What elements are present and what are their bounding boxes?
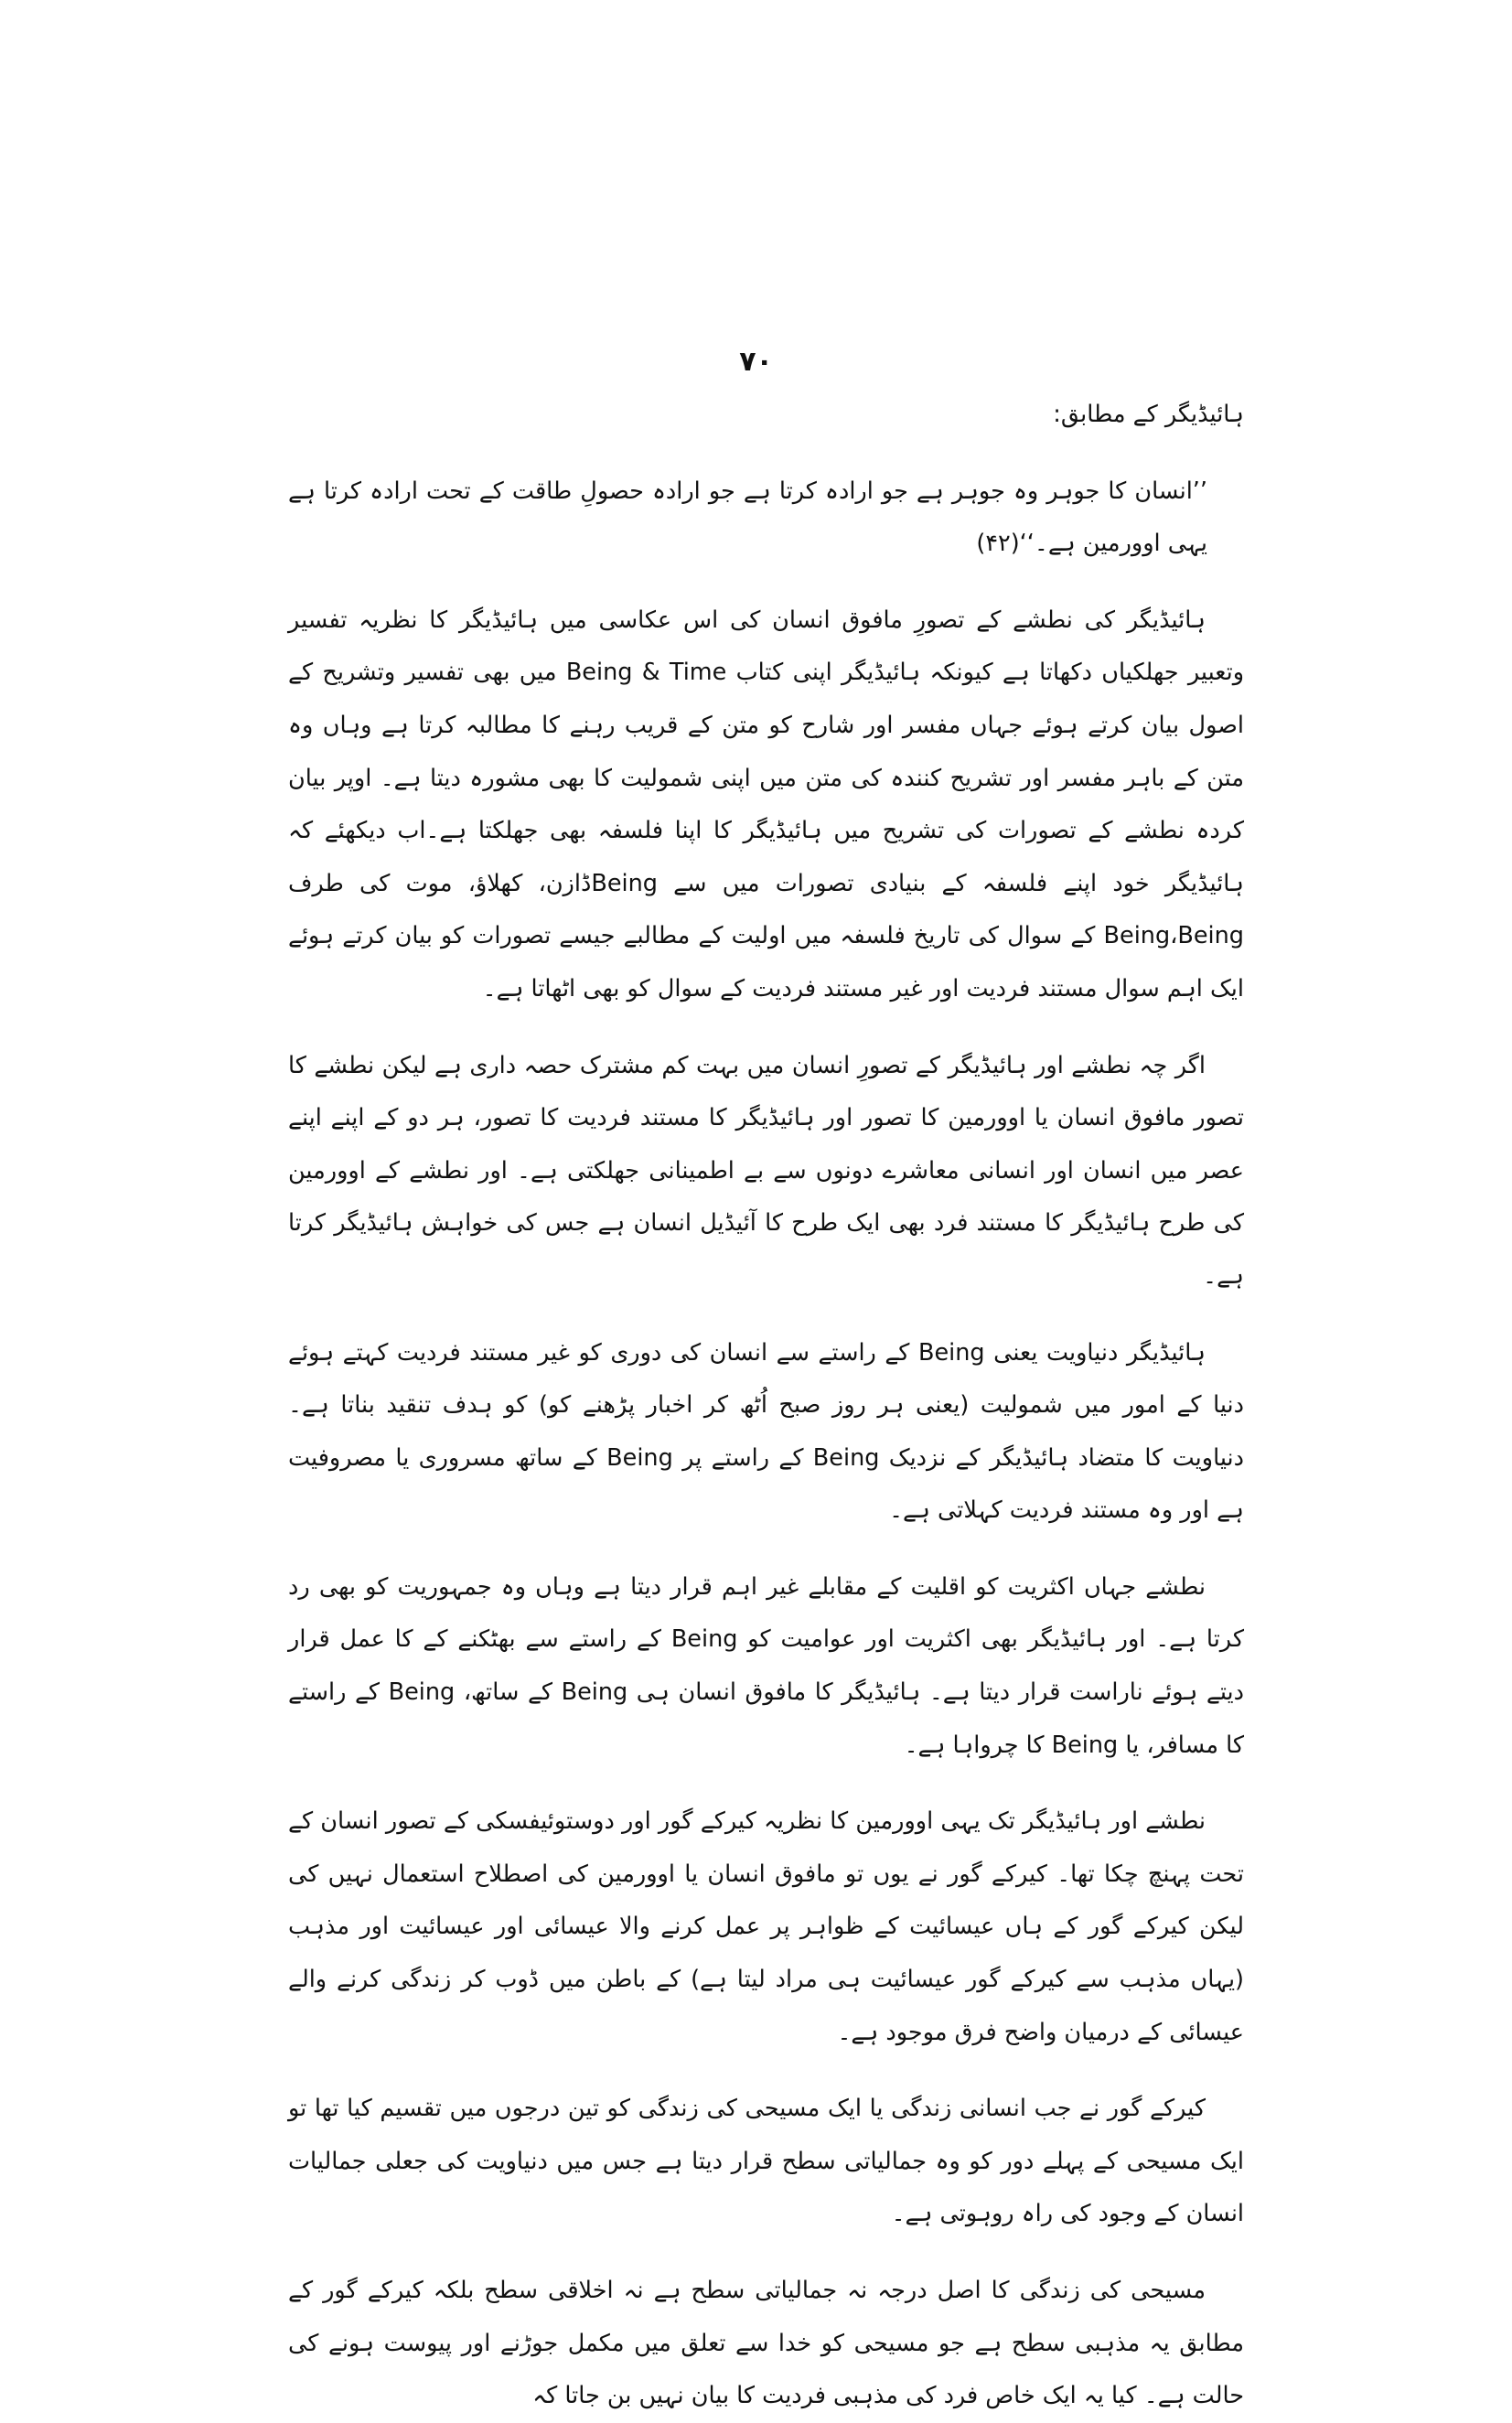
paragraph-3: ہائیڈیگر دنیاویت یعنی Being کے راستے سے انسان کی دوری کو غیر مستند فردیت کہتے ہوئے دنیا کے امور میں شمولیت (یعنی ہر روز صبح اُٹھ کر اخبار پڑھنے کو) کو ہدف تنقید بناتا ہے۔ دنیاویت کا متضاد ہائیڈیگر کے نزدیک Being کے راستے پر Being کے ساتھ مسروری یا مصروفیت ہے اور وہ مستند فردیت کہلاتی ہے۔ — [288, 1338, 1244, 1525]
paragraph-2: اگر چہ نطشے اور ہائیڈیگر کے تصورِ انسان میں بہت کم مشترک حصہ داری ہے لیکن نطشے کا تصور مافوق انسان یا اوورمین کا تصور اور ہائیڈیگر کا مستند فردیت کا تصور، ہر دو کے اپنے اپنے عصر میں انسان اور انسانی معاشرے دونوں سے بے اطمینانی جھلکتی ہے۔ اور نطشے کے اوورمین کی طرح ہائیڈیگر کا مستند فرد بھی ایک طرح کا آئیڈیل انسان ہے جس کی خواہش ہائیڈیگر کرتا ہے۔ — [288, 1051, 1244, 1290]
block-quote: ’’انسان کا جوہر وہ جوہر ہے جو ارادہ کرتا ہے جو ارادہ حصولِ طاقت کے تحت ارادہ کرتا ہے یہی اوورمین ہے۔‘‘(۴۲) — [288, 477, 1207, 558]
page-content — [288, 389, 1244, 2423]
section-heading: ہائیڈیگر کے مطابق: — [1053, 401, 1244, 428]
page-number: ۷۰ — [739, 346, 773, 378]
paragraph-5: نطشے اور ہائیڈیگر تک یہی اوورمین کا نظریہ کیرکے گور اور دوستوئیفسکی کے تصور انسان کے تحت پہنچ چکا تھا۔ کیرکے گور نے یوں تو مافوق انسان یا اوورمین کی اصطلاح استعمال نہیں کی لیکن کیرکے گور کے ہاں عیسائیت کے ظواہر پر عمل کرنے والا عیسائی اور عیسائیت اور مذہب (یہاں مذہب سے کیرکے گور عیسائیت ہی مراد لیتا ہے) کے باطن میں ڈوب کر زندگی کرنے والے عیسائی کے درمیان واضح فرق موجود ہے۔ — [288, 1807, 1244, 2046]
paragraph-1: ہائیڈیگر کی نطشے کے تصورِ مافوق انسان کی اس عکاسی میں ہائیڈیگر کا نظریہ تفسیر وتعبیر جھلکیاں دکھاتا ہے کیونکہ ہائیڈیگر اپنی کتاب Being & Time میں بھی تفسیر وتشریح کے اصول بیان کرتے ہوئے جہاں مفسر اور شارح کو متن کے قریب رہنے کا مطالبہ کرتا ہے وہاں وہ متن کے باہر مفسر اور تشریح کنندہ کی متن میں اپنی شمولیت کا بھی مشورہ دیتا ہے۔ اوپر بیان کردہ نطشے کے تصورات کی تشریح میں ہائیڈیگر کا اپنا فلسفہ بھی جھلکتا ہے۔اب دیکھئے کہ ہائیڈیگر خود اپنے فلسفہ کے بنیادی تصورات میں سے Beingڈازن، کھلاؤ، موت کی طرف Being،Being کے سوال کی تاریخ فلسفہ میں اولیت کے مطالبے جیسے تصورات کو بیان کرتے ہوئے ایک اہم سوال مستند فردیت اور غیر مستند فردیت کے سوال کو بھی اٹھاتا ہے۔ — [288, 606, 1245, 1002]
paragraph-7: مسیحی کی زندگی کا اصل درجہ نہ جمالیاتی سطح ہے نہ اخلاقی سطح بلکہ کیرکے گور کے مطابق یہ مذہبی سطح ہے جو مسیحی کو خدا سے تعلق میں مکمل جوڑنے اور پیوست ہونے کی حالت ہے۔ کیا یہ ایک خاص فرد کی مذہبی فردیت کا بیان نہیں بن جاتا کہ — [288, 2277, 1244, 2410]
paragraph-6: کیرکے گور نے جب انسانی زندگی یا ایک مسیحی کی زندگی کو تین درجوں میں تقسیم کیا تھا تو ایک مسیحی کے پہلے دور کو وہ جمالیاتی سطح قرار دیتا ہے جس میں دنیاویت کی جعلی جمالیات انسان کے وجود کی راہ روہوتی ہے۔ — [288, 2095, 1244, 2228]
paragraph-4: نطشے جہاں اکثریت کو اقلیت کے مقابلے غیر اہم قرار دیتا ہے وہاں وہ جمہوریت کو بھی رد کرتا ہے۔ اور ہائیڈیگر بھی اکثریت اور عوامیت کو Being کے راستے سے بھٹکنے کے کا عمل قرار دیتے ہوئے ناراست قرار دیتا ہے۔ ہائیڈیگر کا مافوق انسان ہی Being کے ساتھ، Being کے راستے کا مسافر، یا Being کا چرواہا ہے۔ — [288, 1572, 1244, 1759]
